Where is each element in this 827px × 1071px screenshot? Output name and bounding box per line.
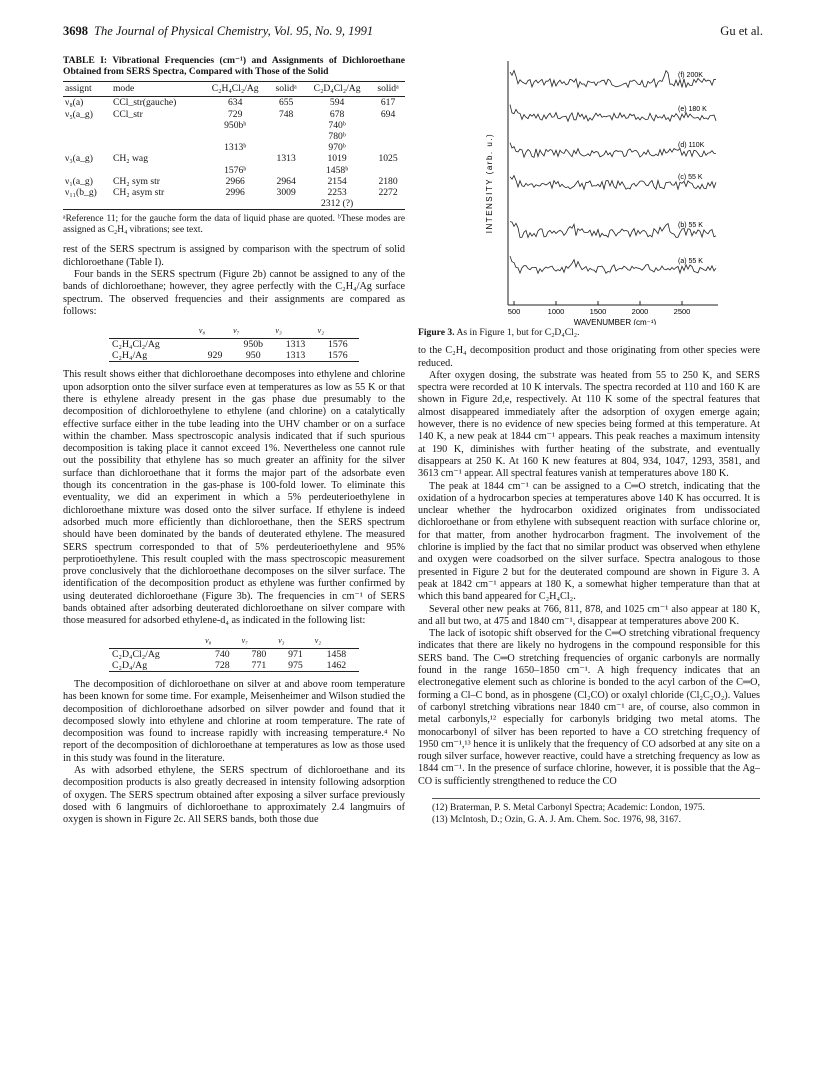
body-paragraph: The lack of isotopic shift observed for the C═O stretching vibrational frequency indicates that there are likely no hydrogens in the compound responsible for this SERS band. The C═O stretching frequencies of organic carbonyls are normally found in the range 1650–1850 cm⁻¹. A high frequency indicates that an electronegative element such as chlorine is bonded to the acyl carbon of the C═O, forming a Cl–C bond, as in phosgene (Cl₂CO) or oxalyl chloride (Cl₂C₂O₂). Values of carbonyl stretching vibrations near 1840 cm⁻¹ are, of course, also common in metal carbonyls,¹² especially for carbonyls bridging two metal atoms. The monocarbonyl of silver has been reported to have a CO stretching frequency of 1950 cm⁻¹,¹³ hence it is unlikely that the frequency of CO adsorbed at any site on a rough silver surface, however reactive, could have a stretching frequency as low as 1844 cm⁻¹. In the presence of surface chlorine, however, it is possible that the Ag–CO is sufficiently strengthened to reduce the CO <box>418 628 760 787</box>
table1-cell: 1576ᵇ <box>224 164 247 176</box>
eq2-cell: 975 <box>288 659 303 671</box>
table1-cell <box>201 153 269 164</box>
eq1-cell: 1313 <box>285 350 306 362</box>
table1-cell: 617 <box>380 97 396 109</box>
table1-cell: ν₃(a_g) <box>65 153 93 165</box>
figure-3 <box>418 55 760 325</box>
table1-header: mode <box>111 82 201 97</box>
table1-cell: 634 <box>228 97 243 109</box>
body-paragraph: The peak at 1844 cm⁻¹ can be assigned to a C═O stretch, indicating that the oxidation of a hydrocarbon species at temperatures above 140 K has occurred. It is unclear whether the hydrocarbon oxidized originates from undissociated dichloroethane or from ethylene with subsequent reaction with surface chlorine or, for that matter, from another hydrocarbon fragment. The involvement of the chlorine is implied by the fact that no similar product was observed when ethylene and oxygen were coadsorbed on the silver surface. Spectra analogous to those presented in Figure 2 but for the deuterated compound are shown in Figure 3. A peak at 1842 cm⁻¹ appears at 180 K, a somewhat higher temperature than that at which this band appeared for C₂H₄Cl₂. <box>418 480 760 603</box>
table1-cell: 2966 <box>225 175 245 187</box>
eq1-header <box>109 324 198 339</box>
left-column <box>63 55 405 827</box>
running-header <box>63 24 763 44</box>
table1-cell: ν₁₁(b_g) <box>65 186 97 198</box>
table1-cell: 2996 <box>225 186 245 198</box>
x-tick-label: 500 <box>507 307 521 316</box>
table1-cell: 2272 <box>378 186 398 198</box>
eq2-cell: 780 <box>251 648 267 660</box>
trace-label: (c) 55 K <box>678 174 703 181</box>
body-paragraph: The decomposition of dichloroethane on silver at and above room temperature has been known for some time. For example, Meisenheimer and Wilson studied the decomposition of dichloroethane adsorbed on silver powder and found that it decomposed slowly into ethylene and chlorine at room temperature. The rate of decomposition was found to increase rapidly with increasing temperature.⁴ No report of the decomposition of dichloroethane at temperatures as low as those used in this study was found in the literature. <box>63 678 405 764</box>
eq2-cell: 1462 <box>326 659 347 671</box>
table1-cell: 694 <box>380 108 396 120</box>
table1-cell <box>269 142 303 153</box>
eq2-cell: C₂D₄Cl₂/Ag <box>112 648 160 660</box>
trace-label: (a) 55 K <box>678 258 703 265</box>
table1-header-row <box>63 82 405 97</box>
header-left <box>63 24 373 39</box>
body-paragraph: to the C₂H₄ decomposition product and those originating from other species were reduced. <box>418 345 760 369</box>
eq2-cell: 971 <box>288 648 303 660</box>
eq1-header: ν₇ <box>232 324 274 339</box>
x-ticks <box>508 301 691 316</box>
table1-cell: ν₁(a_g) <box>65 175 93 187</box>
eq2-header: ν₂ <box>314 634 359 649</box>
eq1-cell <box>198 339 232 351</box>
table1-header: solidᵃ <box>371 82 405 97</box>
journal-name: The Journal of Physical Chemistry, Vol. 95, No. 9, 1991 <box>94 24 374 38</box>
y-axis-label: INTENSITY (arb. u.) <box>485 132 494 234</box>
table1-cell <box>111 198 201 210</box>
references <box>432 798 760 826</box>
table1-cell: CH₂ asym str <box>112 186 165 198</box>
table1-cell: 1025 <box>378 153 398 165</box>
eq2-cell: 740 <box>214 648 230 660</box>
body-paragraph: Four bands in the SERS spectrum (Figure 2b) cannot be assigned to any of the bands of dichloroethane; however, they agree perfectly with the C₂H₄/Ag surface spectrum. The observed frequencies and their assignments are compared as follows: <box>63 268 405 317</box>
eq2-header: ν₇ <box>241 634 278 649</box>
trace-label: (f) 200K <box>678 72 703 79</box>
table1-cell: 2964 <box>276 175 296 187</box>
table1-row <box>63 131 405 142</box>
table1-cell: 748 <box>278 108 294 120</box>
table1-cell: CCl_str(gauche) <box>112 97 177 109</box>
table1-cell: 655 <box>278 97 294 109</box>
table1-row <box>63 176 405 187</box>
eq2-header <box>109 634 204 649</box>
table1-cell <box>63 198 111 210</box>
table1-cell: CH₂ wag <box>112 153 148 165</box>
table1-header: C₂D₄Cl₂/Ag <box>303 82 371 97</box>
trace-label: (e) 180 K <box>678 106 707 113</box>
table1-cell: 2312 (?) <box>320 198 354 210</box>
table1-cell: 594 <box>329 97 345 109</box>
reference-item: (12) Braterman, P. S. Metal Carbonyl Spectra; Academic: London, 1975. <box>432 802 705 813</box>
eq2-header: ν₃ <box>277 634 314 649</box>
figure-3-plot <box>418 55 760 325</box>
table1-cell: 780ᵇ <box>328 130 346 142</box>
eq2-cell: C₂D₄/Ag <box>112 659 148 671</box>
table1-cell <box>63 120 111 131</box>
table1-cell: 729 <box>228 108 243 120</box>
table1-cell <box>371 131 405 142</box>
table1-row <box>63 142 405 153</box>
table1-cell <box>111 165 201 176</box>
table1-cell <box>269 120 303 131</box>
table1-header: assignt <box>63 82 111 97</box>
table1-cell: 1458ᵇ <box>326 164 349 176</box>
table1-cell: 2180 <box>378 175 398 187</box>
trace-label: (b) 55 K <box>678 222 703 229</box>
trace-label: (d) 110K <box>678 142 705 149</box>
body-paragraph: After oxygen dosing, the substrate was heated from 55 to 250 K, and SERS spectra were recorded at 10 K intervals. The spectra recorded at 110 and 160 K are shown in Figure 2d,e, respectively. At 110 K some of the spectral features that almost disappeared immediately after the adsorption of oxygen emerge again; however, there is no evidence of new species being formed at this temperature. At 140 K, a new peak at 1844 cm⁻¹ appears. This peak reaches a maximum intensity at 190 K, diminishes with further heating of the substrate, and eventually disappears at 250 K. At 160 K new features at 804, 934, 1047, 1293, 3581, and 3613 cm⁻¹ appear. All spectral features vanish at temperatures above 180 K. <box>418 369 760 480</box>
table1-cell: CCl_str <box>112 108 143 120</box>
eq2-cell: 1458 <box>326 648 347 660</box>
trace-labels <box>678 72 707 265</box>
table1-cell: 740ᵇ <box>328 119 346 131</box>
eq1-cell: 950 <box>245 350 261 362</box>
table1-cell <box>371 165 405 176</box>
table1-cell <box>63 142 111 153</box>
eq1-header: ν₈ <box>198 324 232 339</box>
table1-footnote: ᵃReference 11; for the gauche form the data of liquid phase are quoted. ᵇThese modes are assigned as C₂H₄ vibrations; see text. <box>63 214 405 236</box>
eq2-cell: 771 <box>251 659 267 671</box>
figure-caption-text: As in Figure 1, but for C₂D₄Cl₂. <box>456 327 580 338</box>
body-paragraph: rest of the SERS spectrum is assigned by comparison with the spectrum of solid dichloroethane (Table I). <box>63 244 405 268</box>
eq1-cell: 1576 <box>328 350 348 362</box>
table1-row <box>63 198 405 210</box>
table1-cell <box>371 120 405 131</box>
table1-cell: 2154 <box>327 175 347 187</box>
x-axis-label: WAVENUMBER (cm⁻¹) <box>573 318 657 325</box>
table1-header: solidᵃ <box>269 82 303 97</box>
eq1-header: ν₃ <box>274 324 316 339</box>
x-tick-label: 1500 <box>589 307 607 316</box>
table1-cell <box>371 142 405 153</box>
table1-row <box>63 120 405 131</box>
table1-cell: CH₂ sym str <box>112 175 160 187</box>
table1-cell <box>111 131 201 142</box>
comparison-table-1 <box>109 324 359 362</box>
eq2-row <box>109 660 359 672</box>
table1-cell: 3009 <box>276 186 296 198</box>
table1 <box>63 81 405 210</box>
table1-cell <box>371 198 405 210</box>
x-tick-label: 2000 <box>631 307 649 316</box>
table1-row <box>63 109 405 120</box>
reference-item: (13) McIntosh, D.; Ozin, G. A. J. Am. Chem. Soc. 1976, 98, 3167. <box>432 814 681 825</box>
comparison-table-2 <box>109 634 359 672</box>
table1-cell <box>269 131 303 142</box>
table1-cell <box>269 165 303 176</box>
eq1-row <box>109 350 359 362</box>
table1-cell: 2253 <box>327 186 347 198</box>
table1-cell <box>201 131 269 142</box>
table1-cell <box>63 131 111 142</box>
table1-cell <box>111 142 201 153</box>
table1-cell: 1313ᵇ <box>224 142 247 154</box>
body-paragraph: As with adsorbed ethylene, the SERS spectrum of dichloroethane and its decomposition products is also greatly decreased in intensity following adsorption of oxygen. The SERS spectrum obtained after exposing a silver surface previously dosed with 6 langmuirs of dichloroethane to approximately 2.4 langmuirs of oxygen is shown in Figure 2c. All SERS bands, both those due <box>63 765 405 826</box>
eq1-cell: 950b <box>243 339 264 351</box>
table1-cell: 970ᵇ <box>328 142 346 154</box>
right-column <box>418 55 760 827</box>
table1-caption: TABLE I: Vibrational Frequencies (cm⁻¹) and Assignments of Dichloroethane Obtained from SERS Spectra, Compared with Those of the Solid <box>63 55 405 77</box>
table1-row <box>63 187 405 198</box>
table1-row <box>63 165 405 176</box>
eq1-cell: 1313 <box>285 339 306 351</box>
spectra-traces <box>510 71 716 274</box>
eq1-cell: C₂H₄/Ag <box>112 350 148 362</box>
body-paragraph: Several other new peaks at 766, 811, 878, and 1025 cm⁻¹ also appear at 180 K, and all but two, at 475 and 1840 cm⁻¹, disappear at temperatures above 200 K. <box>418 603 760 627</box>
figure-3-caption <box>418 327 760 339</box>
eq1-row <box>109 339 359 351</box>
eq1-cell: 929 <box>207 350 223 362</box>
eq1-header: ν₂ <box>317 324 359 339</box>
eq1-cell: C₂H₄Cl₂/Ag <box>112 339 160 351</box>
eq2-cell: 728 <box>214 659 230 671</box>
table1-row <box>63 153 405 164</box>
table1-cell: 1313 <box>276 153 296 165</box>
table1-cell: ν₈(a) <box>65 97 84 109</box>
table1-cell: ν₅(a_g) <box>65 108 93 120</box>
body-paragraph: This result shows either that dichloroethane decomposes into ethylene and chlorine upon adsorption onto the silver surface even at temperatures as low as 55 K or that there is ethylene already present in the gas phase due presumably to the decomposition of dichloroethylene to ethylene (and chlorine) on a catalytically effective surface either in the tube leading into the UHV chamber or on a surface within the chamber. Mass spectroscopic analysis indicated that if such spurious decomposition is taking place it cannot exceed 1%. Nevertheless one cannot rule out the possibility that ethylene has so much greater an affinity for the silver surface than dichloroethane that it forms the major part of the adsorbate even though its concentration in the gas-phase is 100-fold lower. To eliminate this eventuality, we did an experiment in which a 5% perdeuterioethylene in dichloroethane mixture was dosed onto the silver surface. If ethylene is indeed adsorbed much more efficiently than dichloroethane, then the SERS spectrum should have been dominated by the bands of deuterated ethylene. The measured SERS spectrum corresponded to that of 5% perdeuterioethylene and 95% perprotioethylene. This result coupled with the mass spectroscopic measurement prove conclusively that the dichloroethane decomposes on the silver surface. The identification of the decomposition product as ethylene was further confirmed by using deuterated dichloroethane (Figure 3b). The frequencies in cm⁻¹ of SERS bands obtained after adsorbing deuterated dichloroethane on silver compare with those measured for adsorbed ethylene-d₄ as indicated in the following list: <box>63 369 405 627</box>
table1-row <box>63 97 405 109</box>
table1-cell <box>201 198 269 210</box>
figure-label: Figure 3. <box>418 327 455 338</box>
table1-cell: 678 <box>329 108 345 120</box>
eq1-cell: 1576 <box>328 339 348 351</box>
table1-header: C₂H₄Cl₂/Ag <box>201 82 269 97</box>
page-number: 3698 <box>63 24 88 38</box>
table1-cell: 950bᵇ <box>224 119 247 131</box>
table1-cell <box>111 120 201 131</box>
table1-cell <box>269 198 303 210</box>
eq2-header: ν₈ <box>204 634 241 649</box>
x-tick-label: 1000 <box>547 307 565 316</box>
table1-cell: 1019 <box>327 153 347 165</box>
eq2-row <box>109 648 359 660</box>
header-authors: Gu et al. <box>720 24 763 38</box>
x-tick-label: 2500 <box>673 307 691 316</box>
table1-cell <box>63 165 111 176</box>
